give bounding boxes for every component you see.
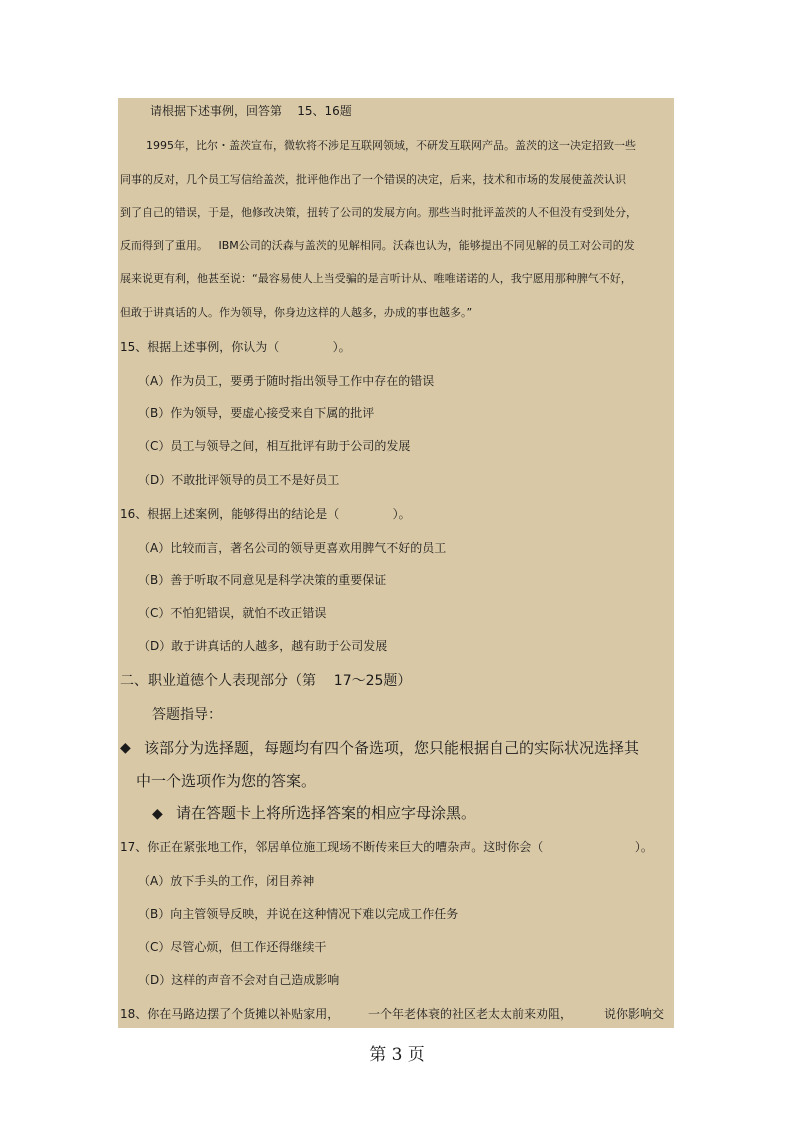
bullet2: 请在答题卡上将所选择答案的相应字母涂黑。 bbox=[176, 804, 477, 822]
q15-option-a: （A）作为员工，要勇于随时指出领导工作中存在的错误 bbox=[138, 374, 435, 388]
question-panel bbox=[118, 98, 674, 1028]
q18-stem-part1: 18、你在马路边摆了个货摊以补贴家用， bbox=[120, 1007, 340, 1021]
passage-line-1: 1995年，比尔・盖茨宣布，微软将不涉足互联网领域，不研发互联网产品。盖茨的这一决定招致一些 bbox=[146, 139, 636, 152]
passage-line-5: 展来说更有利，他甚至说：“最容易使人上当受骗的是言听计从、唯唯诺诺的人，我宁愿用那种脾气不好， bbox=[120, 272, 632, 285]
q17-option-d: （D）这样的声音不会对自己造成影响 bbox=[138, 973, 340, 987]
bullet1-line2: 中一个选项作为您的答案。 bbox=[136, 772, 317, 790]
q16-stem: 16、根据上述案例，能够得出的结论是（ ）。 bbox=[120, 507, 411, 521]
q16-option-d: （D）敢于讲真话的人越多，越有助于公司发展 bbox=[138, 639, 388, 653]
q15-option-b: （B）作为领导，要虚心接受来自下属的批评 bbox=[138, 406, 375, 420]
q16-option-b: （B）善于听取不同意见是科学决策的重要保证 bbox=[138, 573, 387, 587]
q16-option-c: （C）不怕犯错误，就怕不改正错误 bbox=[138, 606, 327, 620]
page-number: 第 3 页 bbox=[369, 1045, 425, 1065]
q15-option-c: （C）员工与领导之间，相互批评有助于公司的发展 bbox=[138, 439, 411, 453]
diamond-bullet-icon: ◆ bbox=[120, 740, 131, 756]
bullet1-line1: 该部分为选择题，每题均有四个备选项，您只能根据自己的实际状况选择其 bbox=[144, 739, 640, 757]
passage-line-6: 但敢于讲真话的人。作为领导，你身边这样的人越多，办成的事也越多。” bbox=[120, 306, 473, 319]
q17-option-c: （C）尽管心烦，但工作还得继续干 bbox=[138, 940, 327, 954]
diamond-bullet-icon: ◆ bbox=[152, 806, 163, 822]
section2-heading: 二、职业道德个人表现部分（第 17～25题） bbox=[120, 673, 412, 689]
passage-line-2: 同事的反对，几个员工写信给盖茨，批评他作出了一个错误的决定，后来，技术和市场的发展使盖茨认识 bbox=[120, 173, 626, 186]
q15-option-d: （D）不敢批评领导的员工不是好员工 bbox=[138, 473, 340, 487]
q15-stem: 15、根据上述事例，你认为（ ）。 bbox=[120, 340, 351, 354]
q17-option-b: （B）向主管领导反映，并说在这种情况下难以完成工作任务 bbox=[138, 907, 459, 921]
q17-option-a: （A）放下手头的工作，闭目养神 bbox=[138, 874, 315, 888]
intro-line: 请根据下述事例，回答第 15、16题 bbox=[150, 104, 352, 118]
q17-stem: 17、你正在紧张地工作，邻居单位施工现场不断传来巨大的嘈杂声。这时你会（ ）。 bbox=[120, 840, 653, 854]
passage-line-4: 反而得到了重用。 IBM公司的沃森与盖茨的见解相同。沃森也认为，能够提出不同见解的员工对公司的发 bbox=[120, 239, 635, 252]
guide-label: 答题指导： bbox=[152, 707, 222, 723]
q16-option-a: （A）比较而言，著名公司的领导更喜欢用脾气不好的员工 bbox=[138, 541, 447, 555]
q18-stem-part3: 说你影响交 bbox=[604, 1007, 665, 1021]
passage-line-3: 到了自己的错误，于是，他修改决策，扭转了公司的发展方向。那些当时批评盖茨的人不但没有受到处分， bbox=[120, 206, 637, 219]
q18-stem-part2: 一个年老体衰的社区老太太前来劝阻， bbox=[368, 1007, 573, 1021]
